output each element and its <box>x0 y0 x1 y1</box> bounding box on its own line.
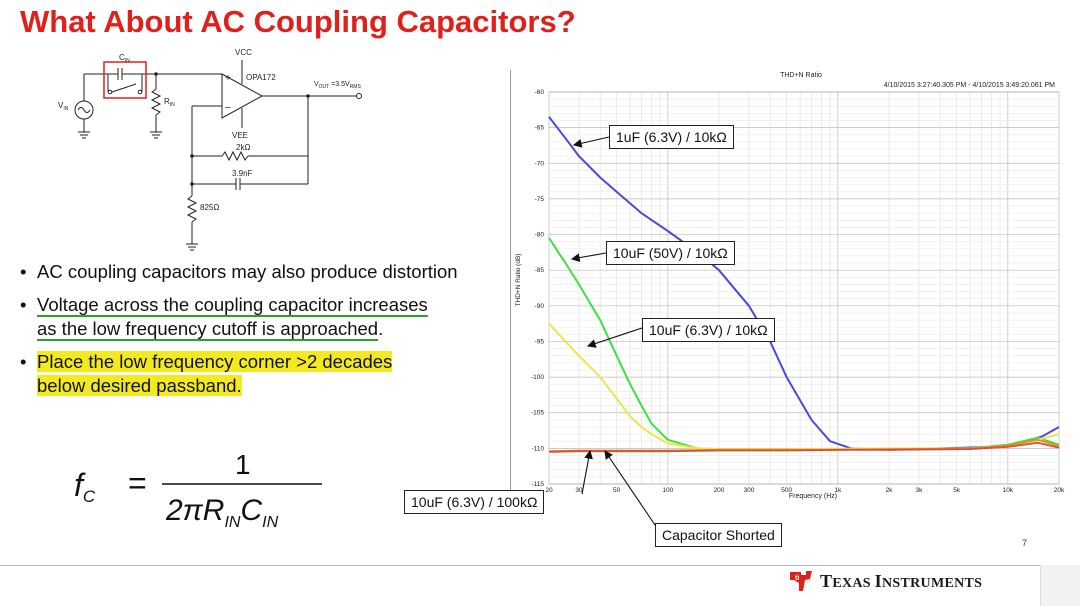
vee-label: VEE <box>232 131 249 140</box>
r-feedback-label: 2kΩ <box>236 143 251 152</box>
chart-xlabel: Frequency (Hz) <box>788 493 838 500</box>
vcc-label: VCC <box>235 48 252 57</box>
vout-label: $V_{OUT} =3.5V_{RMS}$ <box>314 81 361 90</box>
x-tick-label: 100 <box>662 487 674 494</box>
schematic-panel <box>56 44 372 254</box>
y-tick-label: -70 <box>534 160 544 168</box>
bullet-text: AC coupling capacitors may also produce distortion <box>37 261 458 282</box>
texas-instruments-logo <box>788 568 982 594</box>
footer-corner <box>1040 565 1080 606</box>
bullet-item <box>20 293 490 341</box>
rin-label: $R_{IN}$ <box>164 97 175 108</box>
bullet-text-highlighted: Place the low frequency corner >2 decades <box>37 351 393 372</box>
opamp-label: OPA172 <box>246 73 276 82</box>
y-tick-label: -75 <box>534 195 544 203</box>
chart-title: THD+N Ratio <box>780 72 822 79</box>
callout-capacitor-shorted: Capacitor Shorted <box>655 523 782 547</box>
bullet-text-highlighted: below desired passband. <box>37 375 242 396</box>
x-tick-label: 20 <box>545 487 553 494</box>
bullet-dot-icon: • <box>20 261 27 282</box>
x-tick-label: 200 <box>713 487 725 494</box>
cin-highlight-box <box>104 62 146 98</box>
opamp-minus: – <box>225 102 231 113</box>
x-tick-label: 1k <box>834 487 842 494</box>
y-tick-label: -100 <box>530 374 544 382</box>
bullet-dot-icon: • <box>20 294 27 315</box>
bullet-dot-icon: • <box>20 351 27 372</box>
x-tick-label: 500 <box>781 487 793 494</box>
y-tick-label: -65 <box>534 124 544 132</box>
y-tick-label: -90 <box>534 302 544 310</box>
bullet-text-underlined: Voltage across the coupling capacitor increases <box>37 294 428 315</box>
bullet-list <box>20 260 490 407</box>
bullet-item <box>20 350 490 398</box>
y-tick-label: -85 <box>534 267 544 275</box>
formula-lhs: fC <box>74 467 96 506</box>
opamp-plus: + <box>225 73 231 84</box>
chart-subtitle: 4/10/2015 3:27:40.305 PM - 4/10/2015 3:49:20.061 PM <box>883 82 1055 89</box>
cin-label: $C_{IN}$ <box>119 53 130 64</box>
slide-title: What About AC Coupling Capacitors? <box>20 4 576 39</box>
r-ground-label: 825Ω <box>200 203 220 212</box>
chart-ylabel: THD+N Ratio (dB) <box>515 253 522 307</box>
thd-chart-svg <box>511 70 1069 500</box>
y-tick-label: -110 <box>531 445 544 453</box>
cutoff-formula <box>60 440 360 540</box>
plot-frame <box>549 92 1059 484</box>
y-tick-label: -115 <box>531 481 544 488</box>
x-tick-label: 5k <box>953 487 961 494</box>
callout-1uf-10k: 1uF (6.3V) / 10kΩ <box>609 125 734 149</box>
x-tick-label: 30 <box>575 487 583 494</box>
formula-equals: = <box>128 465 147 501</box>
schematic-diagram <box>56 44 372 254</box>
x-tick-label: 2k <box>885 487 893 494</box>
ti-logo-icon <box>788 569 814 593</box>
callout-10uf63v-10k: 10uF (6.3V) / 10kΩ <box>642 318 775 342</box>
bullet-text-underlined: as the low frequency cutoff is approached <box>37 318 379 339</box>
y-tick-label: -80 <box>534 231 544 239</box>
page-number: 7 <box>1022 538 1028 548</box>
x-tick-label: 10k <box>1002 487 1014 494</box>
y-tick-label: -95 <box>534 338 544 346</box>
callout-10uf-100k: 10uF (6.3V) / 100kΩ <box>404 490 544 514</box>
y-tick-label: -105 <box>530 409 544 417</box>
callout-10uf50v-10k: 10uF (50V) / 10kΩ <box>606 241 735 265</box>
footer-divider <box>0 565 1040 566</box>
formula-numerator: 1 <box>235 449 251 480</box>
y-tick-label: -60 <box>534 89 544 96</box>
vin-label: $V_{IN}$ <box>58 101 69 112</box>
x-tick-label: 3k <box>915 487 923 494</box>
svg-text:ti: ti <box>795 575 800 582</box>
x-tick-label: 50 <box>613 487 621 494</box>
x-tick-label: 20k <box>1053 487 1065 494</box>
formula-denominator: $2\pi R_{IN}C_{IN}$ <box>166 494 279 531</box>
c-feedback-label: 3.9nF <box>232 169 253 178</box>
thd-chart <box>510 70 1069 500</box>
ti-brand-text: TEXAS INSTRUMENTS <box>820 570 983 591</box>
bullet-item <box>20 260 490 284</box>
x-tick-label: 300 <box>743 487 755 494</box>
bullet-text-tail: . <box>378 318 384 339</box>
